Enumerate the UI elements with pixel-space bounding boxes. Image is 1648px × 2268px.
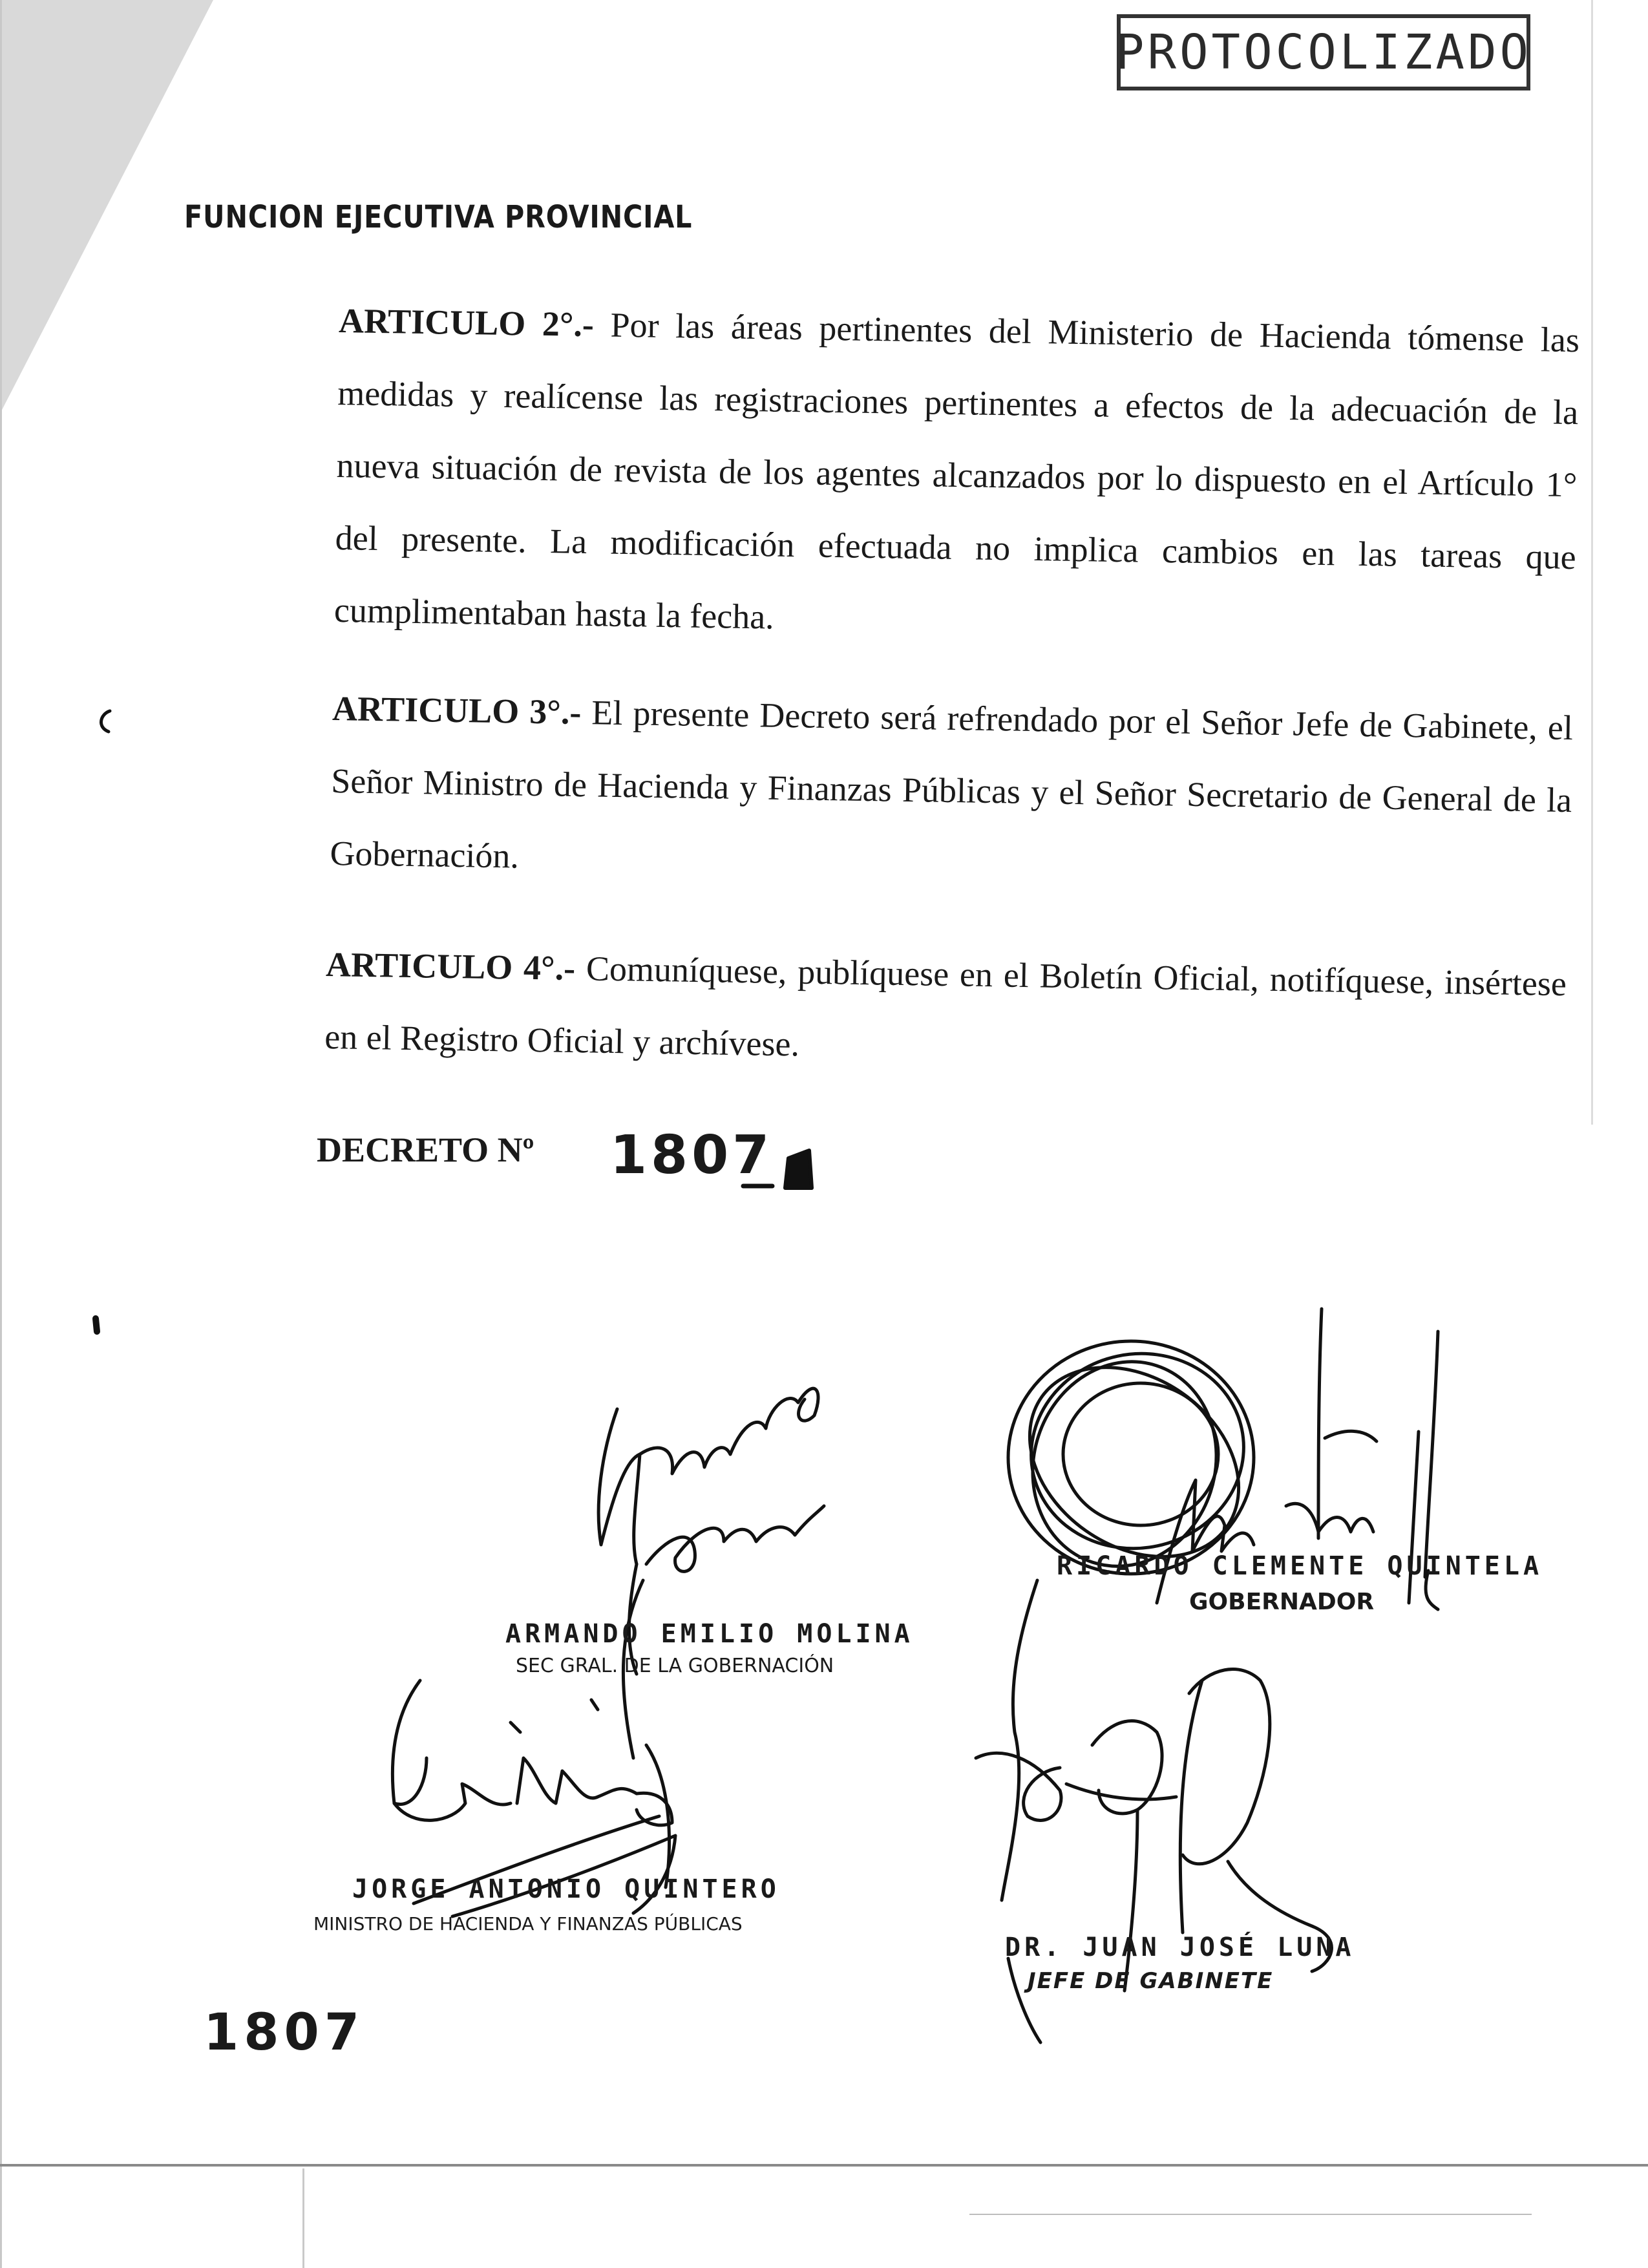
signatory-role-quintero: MINISTRO DE HACIENDA Y FINANZAS PÚBLICAS [313,1913,743,1934]
scan-speck [96,1319,97,1331]
signatory-name-luna: DR. JUAN JOSÉ LUNA [1005,1933,1355,1962]
stamp-text: PROTOCOLIZADO [1115,25,1532,80]
article-heading: ARTICULO 2°.- [338,301,595,344]
signatory-name-quintero: JORGE ANTONIO QUINTERO [352,1874,780,1904]
signatory-name-quintela: RICARDO CLEMENTE QUINTELA [1057,1551,1543,1581]
signatory-role-molina: SEC GRAL. DE LA GOBERNACIÓN [516,1655,834,1677]
bottom-decree-number: 1807 [204,2004,365,2062]
signatory-name-molina: ARMANDO EMILIO MOLINA [505,1619,914,1649]
page-header: FUNCION EJECUTIVA PROVINCIAL [184,199,693,235]
article-heading: ARTICULO 3°.- [332,688,582,732]
signature-molina [598,1388,824,1758]
signatory-role-quintela: GOBERNADOR [1189,1589,1375,1615]
signatory-role-luna: JEFE DE GABINETE [1028,1968,1274,1994]
article-body: El presente Decreto será refrendado por el Señor Jefe de Gabinete, el Señor Ministro de Hacienda y Finanzas Públicas y el Señor Secretario de General de la Gobernación. [330,693,1574,876]
decreto-number: 1807 [610,1125,774,1186]
article-heading: ARTICULO 4°.- [325,944,576,988]
decreto-label: DECRETO Nº [317,1130,534,1169]
article-body: Comuníquese, publíquese en el Boletín Oficial, notifíquese, insértese en el Registro Oficial y archívese. [324,949,1567,1064]
scan-speck [101,711,110,732]
article-body: Por las áreas pertinentes del Ministerio de Hacienda tómense las medidas y realícense las registraciones pertinentes a efectos de la adecuación de la nueva situación de revista de los agentes alcanzados por lo dispuesto en el Artículo 1° del presente. La modificación efectuada no implica cambios en las tareas que cumplimentaban hasta la fecha. [333,305,1580,637]
decreto-number-blot [785,1150,812,1188]
